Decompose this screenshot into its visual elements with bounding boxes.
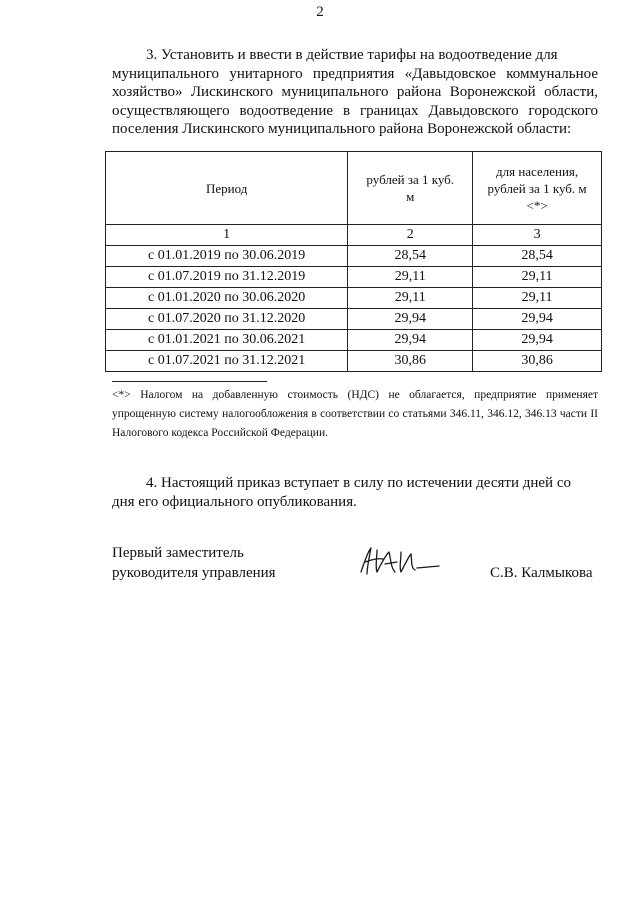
period-cell: с 01.07.2021 по 31.12.2021 [106,351,348,372]
population-rate-cell: 28,54 [473,246,602,267]
rate-cell: 29,94 [348,309,473,330]
table-row [106,330,602,351]
population-rate-cell: 30,86 [473,351,602,372]
table-row [106,246,602,267]
period-cell: с 01.01.2020 по 30.06.2020 [106,288,348,309]
column-number: 3 [473,225,602,246]
header-period: Период [106,152,348,225]
rate-cell: 29,94 [348,330,473,351]
paragraph-4-first-line: 4. Настоящий приказ вступает в силу по истечении десяти дней со [146,475,571,491]
paragraph-4 [112,474,598,511]
header-rate-population: для населения, рублей за 1 куб. м <*> [473,152,602,225]
table-numbering-row [106,225,602,246]
signatory-title-line-2: руководителя управления [112,565,276,581]
rate-cell: 30,86 [348,351,473,372]
population-rate-cell: 29,11 [473,288,602,309]
table-row [106,351,602,372]
signatory-title-line-1: Первый заместитель [112,545,244,561]
paragraph-3-first-line: 3. Установить и ввести в действие тарифы на водоотведение для [146,47,558,63]
rate-cell: 29,11 [348,288,473,309]
table-row [106,288,602,309]
page-number: 2 [316,4,324,20]
footnote: <*> Налогом на добавленную стоимость (НДС) не облагается, предприятие применяет упрощенную систему налогообложения в соответствии со статьями 346.11, 346.12, 346.13 части II Налогового кодекса Российской Федерации. [112,389,598,439]
signatory-name: С.В. Калмыкова [490,565,593,581]
rate-cell: 29,11 [348,267,473,288]
period-cell: с 01.01.2019 по 30.06.2019 [106,246,348,267]
table-row [106,309,602,330]
paragraph-3 [112,46,598,139]
header-rate: рублей за 1 куб. м [348,152,473,225]
table-row [106,267,602,288]
population-rate-cell: 29,94 [473,309,602,330]
paragraph-4-rest: дня его официального опубликования. [112,493,357,510]
table-header-row [106,152,602,225]
paragraph-3-rest: муниципального унитарного предприятия «Давыдовское коммунальное хозяйство» Лискинского муниципального района Воронежской области, осуществляющего водоотведение в границах Давыдовского городского поселения Лискинского муниципального района Воронежской области: [112,65,598,137]
tariff-table [105,151,602,372]
rate-cell: 28,54 [348,246,473,267]
period-cell: с 01.07.2020 по 31.12.2020 [106,309,348,330]
column-number: 1 [106,225,348,246]
population-rate-cell: 29,94 [473,330,602,351]
signatory-title [112,543,276,583]
period-cell: с 01.07.2019 по 31.12.2019 [106,267,348,288]
handwritten-signature [355,542,445,582]
footnote-divider [112,381,267,382]
population-rate-cell: 29,11 [473,267,602,288]
period-cell: с 01.01.2021 по 30.06.2021 [106,330,348,351]
column-number: 2 [348,225,473,246]
